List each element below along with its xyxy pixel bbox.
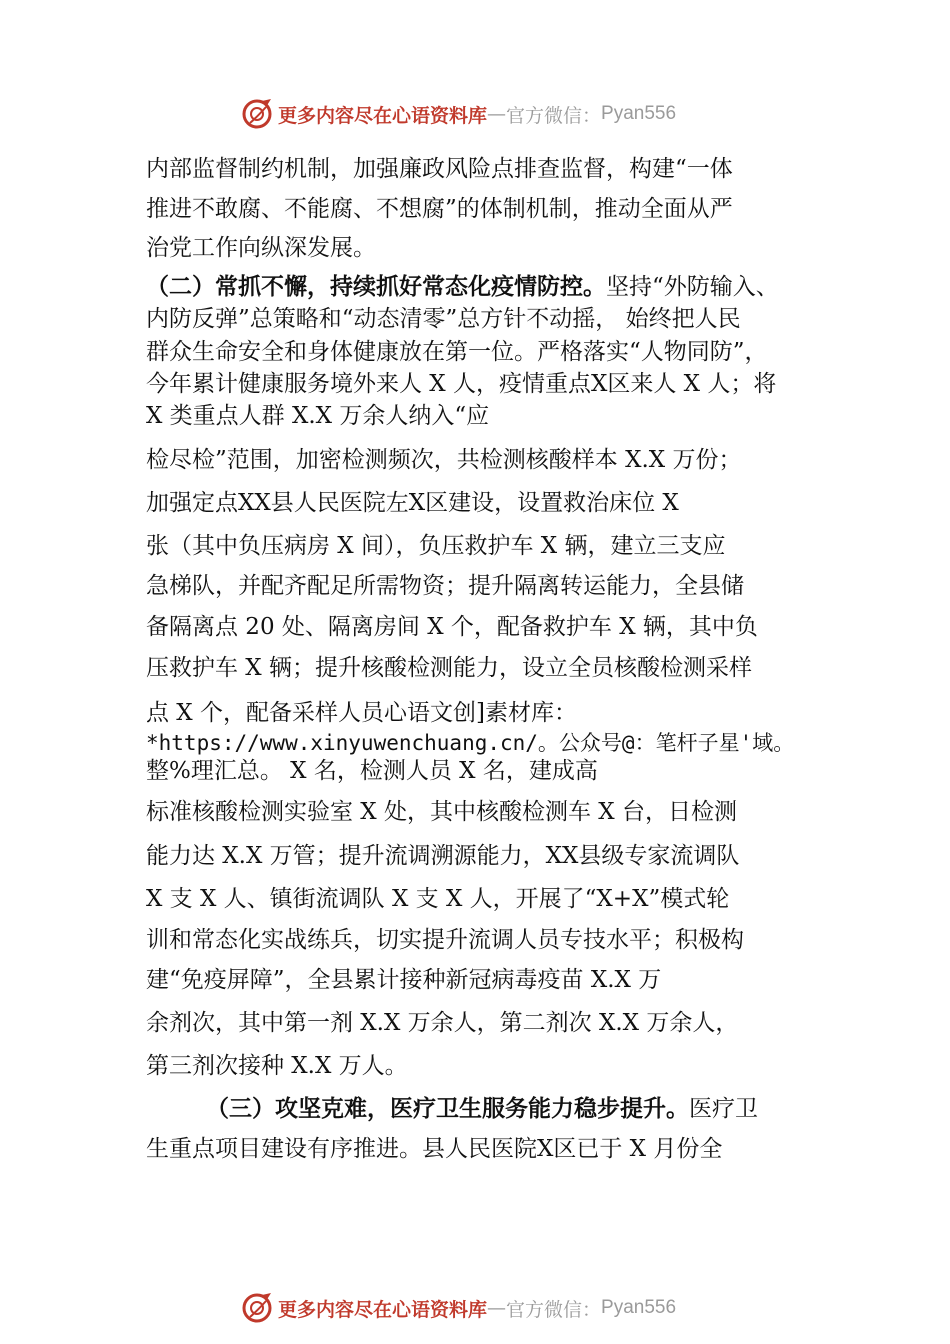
text-line: 备隔离点 20 处、隔离房间 X 个，配备救护车 X 辆，其中负 [146, 614, 758, 640]
watermark-brand: 更多内容尽在心语资料库 [278, 104, 488, 127]
text-line: 能力达 X.X 万管；提升流调溯源能力，XX县级专家流调队 [146, 843, 740, 869]
text-line: 建“免疫屏障”，全县累计接种新冠病毒疫苗 X.X 万 [146, 967, 662, 993]
brand-logo-icon [240, 1291, 274, 1325]
url-line: *https://www.xinyuwenchuang.cn/。公众号@：笔杆子星'域。 [146, 731, 795, 755]
text-line: 余剂次，其中第一剂 X.X 万余人，第二剂次 X.X 万余人， [146, 1010, 739, 1036]
text-line: 检尽检”范围，加密检测频次，共检测核酸样本 X.X 万份； [146, 447, 742, 473]
text-line: 标准核酸检测实验室 X 处，其中核酸检测车 X 台，日检测 [146, 799, 737, 825]
text-line: 群众生命安全和身体健康放在第一位。严格落实“人物同防”， [146, 339, 768, 365]
text-line: 今年累计健康服务境外来人 X 人，疫情重点X区来人 X 人；将 [146, 371, 777, 397]
text-line: 训和常态化实战练兵，切实提升流调人员专技水平；积极构 [146, 927, 744, 953]
text-line: 急梯队，并配齐配足所需物资；提升隔离转运能力，全县储 [146, 573, 744, 599]
text-line: X 类重点人群 X.X 万余人纳入“应 [146, 403, 490, 429]
section-heading-line: （三）攻坚克难，医疗卫生服务能力稳步提升。医疗卫 [206, 1095, 758, 1122]
watermark-brand: 更多内容尽在心语资料库 [278, 1298, 488, 1321]
section-heading: （二）常抓不懈，持续抓好常态化疫情防控。 [146, 273, 606, 300]
brand-logo-icon [240, 97, 274, 131]
watermark-code: Pyan556 [601, 103, 677, 124]
section-heading-line: （二）常抓不懈，持续抓好常态化疫情防控。坚持“外防输入、 [146, 273, 779, 300]
watermark-banner-top [0, 94, 950, 134]
text-line: 张（其中负压病房 X 间），负压救护车 X 辆，建立三支应 [146, 533, 726, 559]
watermark-label: 官方微信： [506, 104, 602, 127]
watermark-banner-bottom [0, 1288, 950, 1328]
text-line: 推进不敢腐、不能腐、不想腐”的体制机制，推动全面从严 [146, 196, 733, 222]
section-heading: （三）攻坚克难，医疗卫生服务能力稳步提升。 [206, 1095, 689, 1122]
text-line: 内防反弹”总策略和“动态清零”总方针不动摇， 始终把人民 [146, 306, 741, 332]
text-line: 内部监督制约机制，加强廉政风险点排查监督，构建“一体 [146, 156, 733, 182]
text-line: 生重点项目建设有序推进。县人民医院X区已于 X 月份全 [146, 1136, 723, 1162]
watermark-dash: — [487, 1297, 507, 1319]
text-line: X 支 X 人、镇街流调队 X 支 X 人，开展了“X+X”模式轮 [146, 886, 730, 912]
text-line: 点 X 个，配备采样人员心语文创]素材库： [146, 700, 577, 726]
watermark-dash: — [487, 103, 507, 125]
watermark-label: 官方微信： [506, 1298, 602, 1321]
text-line: 治党工作向纵深发展。 [146, 235, 376, 261]
watermark-code: Pyan556 [601, 1297, 677, 1318]
text-line: 压救护车 X 辆；提升核酸检测能力，设立全员核酸检测采样 [146, 655, 752, 681]
text-line: 整%理汇总。 X 名，检测人员 X 名，建成高 [146, 758, 598, 784]
text-line: 第三剂次接种 X.X 万人。 [146, 1053, 408, 1079]
text-line: 加强定点XX县人民医院左X区建设，设置救治床位 X [146, 490, 679, 516]
